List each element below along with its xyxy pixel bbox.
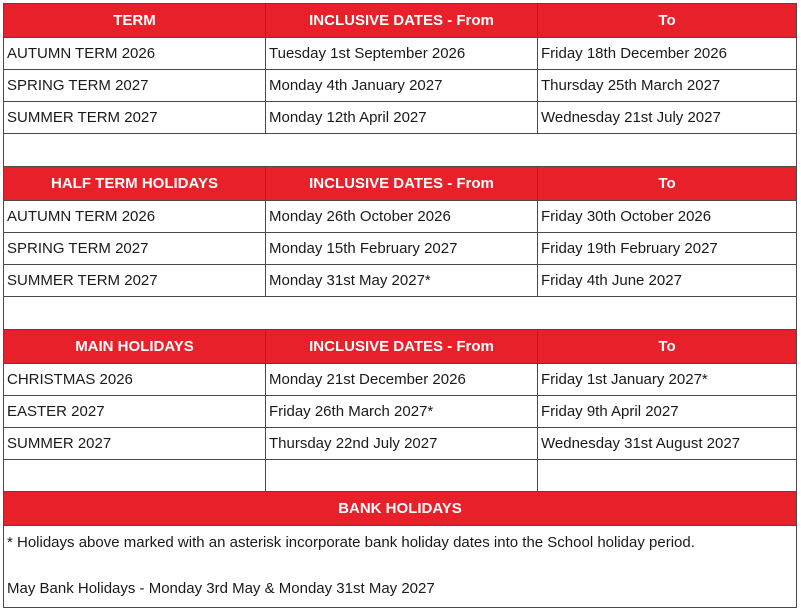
to-header: To (538, 4, 797, 38)
to-date-cell: Friday 1st January 2027* (538, 364, 797, 396)
term-name-cell: SPRING TERM 2027 (4, 233, 266, 265)
from-date-cell: Thursday 22nd July 2027 (266, 428, 538, 460)
term-header: TERM (4, 4, 266, 38)
to-header: To (538, 167, 797, 201)
from-date-cell: Monday 26th October 2026 (266, 201, 538, 233)
table-row (4, 265, 797, 297)
term-name-cell: SPRING TERM 2027 (4, 70, 266, 102)
term-header-row (4, 4, 797, 38)
half-term-header-row (4, 167, 797, 201)
table-row (4, 201, 797, 233)
half-term-header: HALF TERM HOLIDAYS (4, 167, 266, 201)
from-date-cell: Monday 12th April 2027 (266, 102, 538, 134)
table-row (4, 396, 797, 428)
spacer-row (4, 134, 797, 167)
holiday-name-cell: CHRISTMAS 2026 (4, 364, 266, 396)
to-date-cell: Friday 9th April 2027 (538, 396, 797, 428)
table-row (4, 428, 797, 460)
term-name-cell: AUTUMN TERM 2026 (4, 38, 266, 70)
to-date-cell: Wednesday 21st July 2027 (538, 102, 797, 134)
table-row (4, 102, 797, 134)
spacer-row (4, 297, 797, 330)
spacer-row (4, 460, 797, 492)
term-dates-table-container (3, 3, 796, 608)
spacer-cell (266, 460, 538, 492)
term-dates-table (3, 3, 797, 608)
to-date-cell: Friday 4th June 2027 (538, 265, 797, 297)
from-date-cell: Monday 15th February 2027 (266, 233, 538, 265)
spacer-cell (4, 134, 797, 167)
bank-holidays-header: BANK HOLIDAYS (4, 492, 797, 526)
table-row (4, 364, 797, 396)
spacer-cell (4, 297, 797, 330)
term-name-cell: AUTUMN TERM 2026 (4, 201, 266, 233)
spacer-cell (538, 460, 797, 492)
to-date-cell: Friday 30th October 2026 (538, 201, 797, 233)
from-date-cell: Monday 21st December 2026 (266, 364, 538, 396)
holiday-name-cell: SUMMER 2027 (4, 428, 266, 460)
term-name-cell: SUMMER TERM 2027 (4, 265, 266, 297)
spacer-cell (4, 460, 266, 492)
main-holidays-header-row (4, 330, 797, 364)
to-date-cell: Friday 18th December 2026 (538, 38, 797, 70)
to-header: To (538, 330, 797, 364)
table-row (4, 70, 797, 102)
from-date-cell: Monday 4th January 2027 (266, 70, 538, 102)
from-date-cell: Monday 31st May 2027* (266, 265, 538, 297)
to-date-cell: Wednesday 31st August 2027 (538, 428, 797, 460)
may-bank-holidays-note: May Bank Holidays - Monday 3rd May & Monday 31st May 2027 (7, 580, 435, 597)
main-holidays-header: MAIN HOLIDAYS (4, 330, 266, 364)
to-date-cell: Friday 19th February 2027 (538, 233, 797, 265)
bank-holidays-notes-row (4, 526, 797, 608)
asterisk-note: * Holidays above marked with an asterisk incorporate bank holiday dates into the School holiday period. (7, 534, 695, 551)
from-header: INCLUSIVE DATES - From (266, 167, 538, 201)
from-date-cell: Friday 26th March 2027* (266, 396, 538, 428)
holiday-name-cell: EASTER 2027 (4, 396, 266, 428)
bank-holidays-header-row (4, 492, 797, 526)
bank-holidays-notes (4, 526, 797, 608)
to-date-cell: Thursday 25th March 2027 (538, 70, 797, 102)
from-header: INCLUSIVE DATES - From (266, 330, 538, 364)
from-date-cell: Tuesday 1st September 2026 (266, 38, 538, 70)
table-row (4, 233, 797, 265)
term-name-cell: SUMMER TERM 2027 (4, 102, 266, 134)
table-row (4, 38, 797, 70)
from-header: INCLUSIVE DATES - From (266, 4, 538, 38)
